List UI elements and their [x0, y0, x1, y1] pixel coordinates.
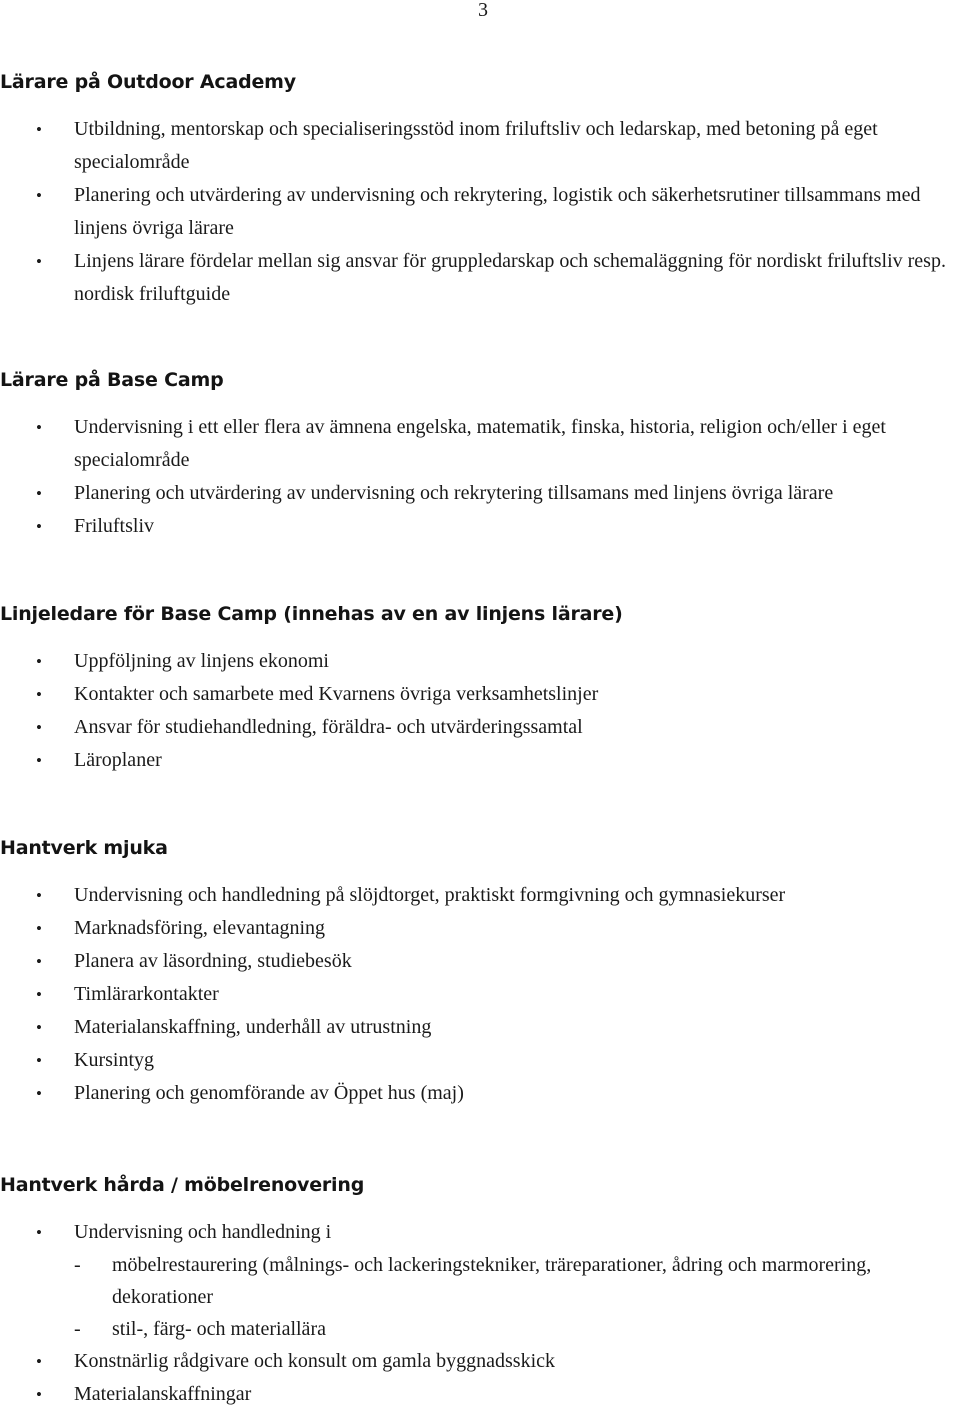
section-heading: Hantverk hårda / möbelrenovering [0, 1174, 365, 1196]
bullet-icon: • [36, 685, 42, 704]
list-item [0, 1216, 960, 1249]
bullet-icon: • [36, 1051, 42, 1070]
bullet-icon: • [36, 484, 42, 503]
list-item [0, 711, 960, 744]
list-item [0, 879, 960, 912]
list-item-text: Materialanskaffning, underhåll av utrustning [74, 1016, 432, 1038]
section-hantverk-harda [0, 1173, 960, 1411]
dash-marker: - [74, 1254, 81, 1276]
bullet-icon: • [36, 120, 42, 139]
list-item-text: Friluftsliv [74, 515, 155, 537]
section-base-camp [0, 368, 960, 543]
list-item-text: Kursintyg [74, 1049, 154, 1071]
list-item-text: Utbildning, mentorskap och specialiseringsstöd inom friluftsliv och ledarskap, med betoning på eget specialområde [74, 118, 878, 173]
list-item-text: Planering och utvärdering av undervisning och rekrytering tillsamans med linjens övriga lärare [74, 482, 834, 504]
section-hantverk-mjuka [0, 836, 960, 1110]
bullet-icon: • [36, 517, 42, 536]
bullet-icon: • [36, 985, 42, 1004]
list-item [0, 1077, 960, 1110]
bullet-list [0, 1345, 960, 1411]
list-item-text: Läroplaner [74, 749, 162, 771]
list-item [0, 678, 960, 711]
list-item [0, 912, 960, 945]
section-linjeledare [0, 602, 960, 777]
list-item [0, 978, 960, 1011]
bullet-icon: • [36, 1352, 42, 1371]
list-item [0, 411, 960, 477]
list-item [0, 113, 960, 179]
list-item [0, 744, 960, 777]
bullet-icon: • [36, 1385, 42, 1404]
bullet-icon: • [36, 418, 42, 437]
bullet-icon: • [36, 652, 42, 671]
list-item-text: Undervisning och handledning på slöjdtorget, praktiskt formgivning och gymnasiekurser [74, 884, 786, 906]
bullet-list [0, 879, 960, 1110]
list-item-text: Undervisning och handledning i [74, 1221, 332, 1243]
section-heading: Lärare på Base Camp [0, 369, 224, 391]
bullet-list [0, 411, 960, 543]
section-heading: Lärare på Outdoor Academy [0, 71, 296, 93]
bullet-icon: • [36, 952, 42, 971]
list-item [0, 510, 960, 543]
bullet-icon: • [36, 252, 42, 271]
sub-list [0, 1249, 960, 1345]
list-item-text: Undervisning i ett eller flera av ämnena engelska, matematik, finska, historia, religion och/eller i eget specialområde [74, 416, 886, 471]
dash-marker: - [74, 1318, 81, 1340]
bullet-icon: • [36, 919, 42, 938]
section-heading: Linjeledare för Base Camp (innehas av en av linjens lärare) [0, 603, 623, 625]
list-item-text: Timlärarkontakter [74, 983, 219, 1005]
list-item-text: Linjens lärare fördelar mellan sig ansvar för gruppledarskap och schemaläggning för nordiskt friluftsliv resp. nordisk friluftguide [74, 250, 946, 305]
sub-list-item [0, 1249, 960, 1313]
bullet-icon: • [36, 186, 42, 205]
list-item [0, 1345, 960, 1378]
list-item [0, 645, 960, 678]
list-item-text: Konstnärlig rådgivare och konsult om gamla byggnadsskick [74, 1350, 556, 1372]
list-item [0, 245, 960, 311]
list-item [0, 1378, 960, 1411]
list-item-text: Planering och genomförande av Öppet hus (maj) [74, 1082, 464, 1104]
bullet-icon: • [36, 718, 42, 737]
list-item-text: Uppföljning av linjens ekonomi [74, 650, 329, 672]
bullet-icon: • [36, 1018, 42, 1037]
section-heading: Hantverk mjuka [0, 837, 168, 859]
sub-list-item-text: möbelrestaurering (målnings- och lackeringstekniker, träreparationer, ådring och marmorering, dekorationer [112, 1254, 872, 1308]
list-item-text: Planering och utvärdering av undervisning och rekrytering, logistik och säkerhetsrutiner tillsammans med linjens övriga lärare [74, 184, 921, 239]
section-outdoor-academy [0, 70, 960, 311]
sub-list-item-text: stil-, färg- och materiallära [112, 1318, 326, 1340]
list-item [0, 1011, 960, 1044]
list-item-text: Planera av läsordning, studiebesök [74, 950, 352, 972]
bullet-list [0, 645, 960, 777]
bullet-icon: • [36, 886, 42, 905]
list-item [0, 1044, 960, 1077]
list-item [0, 945, 960, 978]
sub-list-item [0, 1313, 960, 1345]
list-item-text: Kontakter och samarbete med Kvarnens övriga verksamhetslinjer [74, 683, 599, 705]
page-number: 3 [478, 0, 488, 21]
list-item-text: Materialanskaffningar [74, 1383, 252, 1405]
bullet-icon: • [36, 751, 42, 770]
bullet-list [0, 113, 960, 311]
list-item-text: Marknadsföring, elevantagning [74, 917, 326, 939]
list-item [0, 477, 960, 510]
bullet-list [0, 1216, 960, 1249]
bullet-icon: • [36, 1084, 42, 1103]
list-item-text: Ansvar för studiehandledning, föräldra- och utvärderingssamtal [74, 716, 583, 738]
list-item [0, 179, 960, 245]
bullet-icon: • [36, 1223, 42, 1242]
